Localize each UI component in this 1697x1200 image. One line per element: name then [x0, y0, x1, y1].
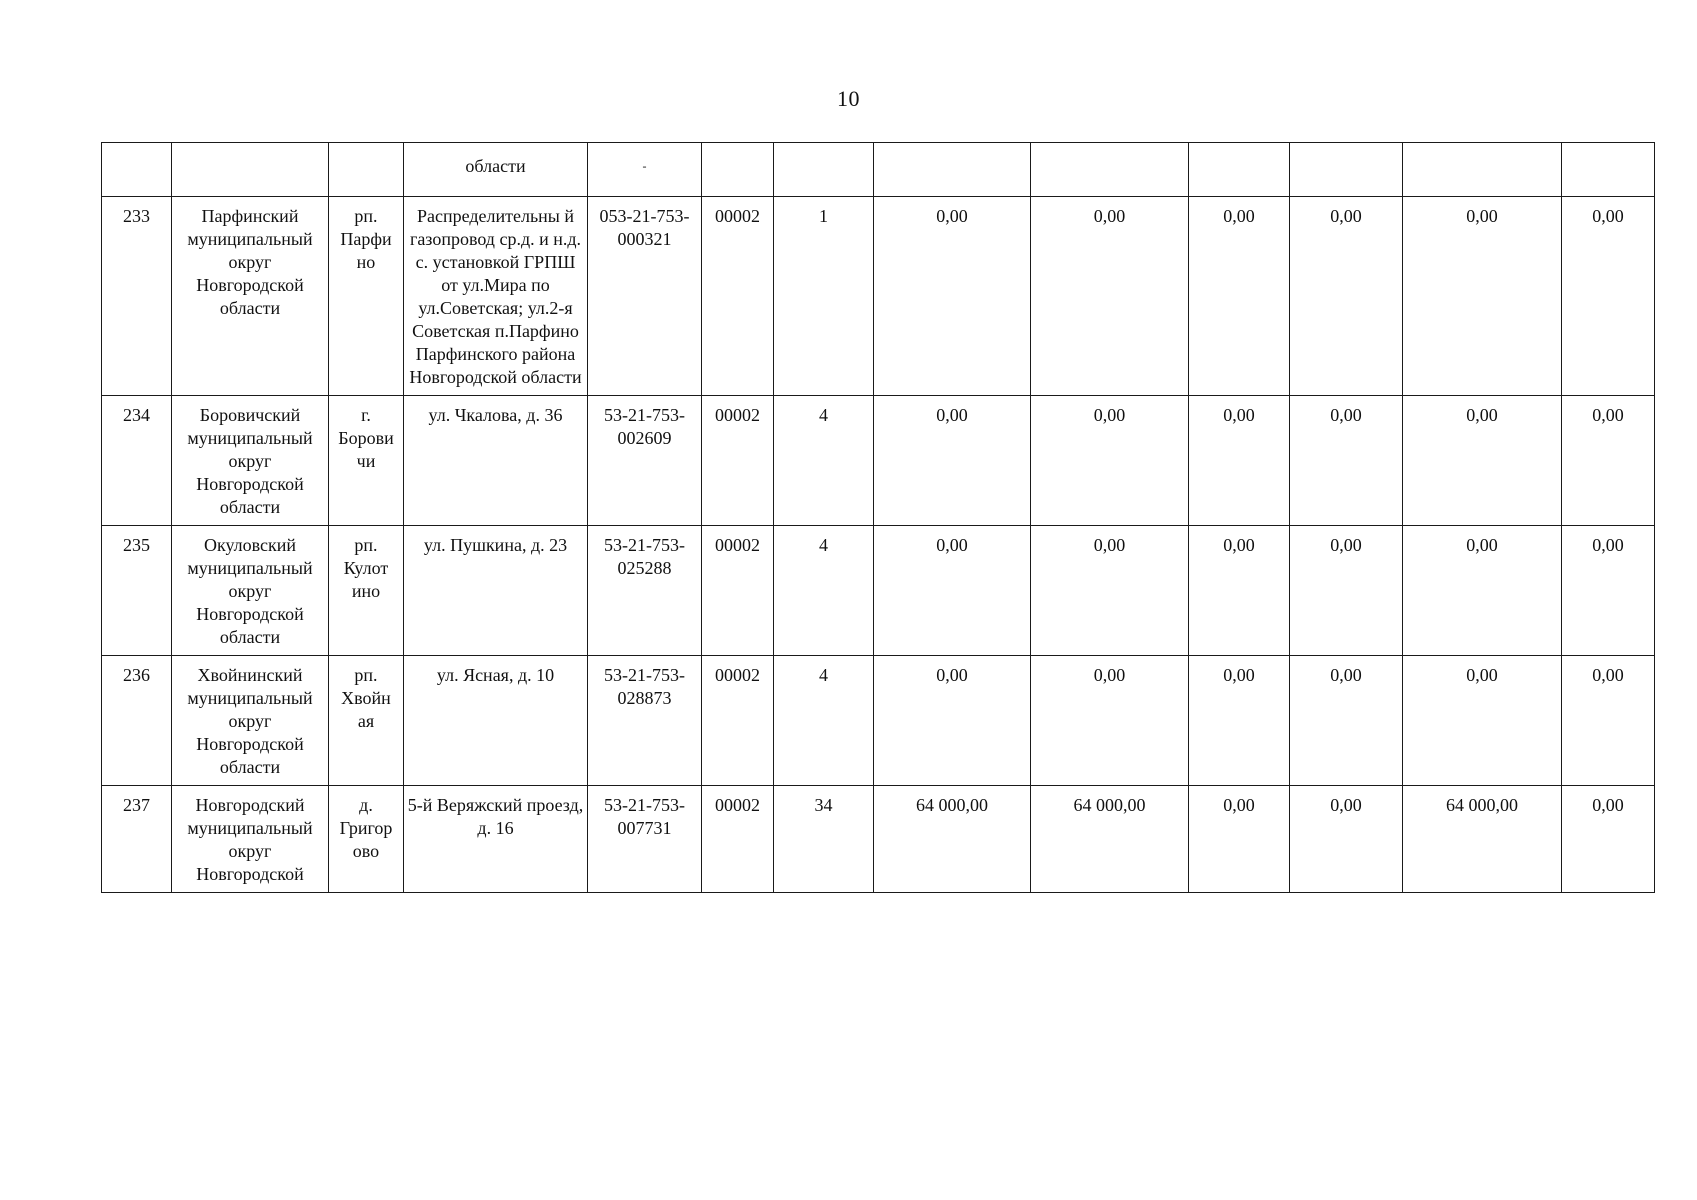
cell-v3: 0,00: [1189, 197, 1290, 396]
cell-v1: 0,00: [874, 396, 1031, 526]
cell-qty: 34: [774, 786, 874, 893]
cell-code: [588, 143, 702, 197]
cell-num: 235: [102, 526, 172, 656]
cell-settlement: рп. Хвойн ая: [329, 656, 404, 786]
cell-settlement: д. Григор ово: [329, 786, 404, 893]
cell-v5: 0,00: [1403, 197, 1562, 396]
cell-code: 53-21-753- 025288: [588, 526, 702, 656]
cell-v2: 0,00: [1031, 396, 1189, 526]
cell-num: [102, 143, 172, 197]
cell-settlement: [329, 143, 404, 197]
cell-v2: 64 000,00: [1031, 786, 1189, 893]
cell-object: ул. Чкалова, д. 36: [404, 396, 588, 526]
cell-qty: 4: [774, 656, 874, 786]
cell-district: Парфинский муниципальный округ Новгородской области: [172, 197, 329, 396]
cell-v5: 0,00: [1403, 526, 1562, 656]
cell-settlement: г. Борови чи: [329, 396, 404, 526]
cell-v5: 0,00: [1403, 396, 1562, 526]
table-row: [102, 396, 1655, 526]
cell-district: [172, 143, 329, 197]
table-row: [102, 526, 1655, 656]
cell-qty: [774, 143, 874, 197]
cell-num: 237: [102, 786, 172, 893]
table-row: [102, 656, 1655, 786]
cell-v3: [1189, 143, 1290, 197]
cell-kind: 00002: [702, 786, 774, 893]
cell-v3: 0,00: [1189, 396, 1290, 526]
cell-v6: 0,00: [1562, 197, 1655, 396]
cell-v1: [874, 143, 1031, 197]
cell-code: 053-21-753- 000321: [588, 197, 702, 396]
cell-v4: 0,00: [1290, 656, 1403, 786]
cell-v5: 0,00: [1403, 656, 1562, 786]
cell-object: Распределительны й газопровод ср.д. и н.д. с. установкой ГРПШ от ул.Мира по ул.Советская; ул.2-я Советская п.Парфино Парфинского района Новгородской области: [404, 197, 588, 396]
cell-v1: 0,00: [874, 526, 1031, 656]
cell-district: Боровичский муниципальный округ Новгородской области: [172, 396, 329, 526]
cell-kind: 00002: [702, 656, 774, 786]
cell-object: области: [404, 143, 588, 197]
cell-v6: 0,00: [1562, 786, 1655, 893]
cell-qty: 1: [774, 197, 874, 396]
cell-v6: [1562, 143, 1655, 197]
cell-v1: 0,00: [874, 197, 1031, 396]
cell-v4: 0,00: [1290, 786, 1403, 893]
dash-mark: -: [642, 159, 647, 173]
cell-v6: 0,00: [1562, 396, 1655, 526]
cell-settlement: рп. Парфи но: [329, 197, 404, 396]
cell-district: Окуловский муниципальный округ Новгородской области: [172, 526, 329, 656]
cell-v2: 0,00: [1031, 526, 1189, 656]
cell-v4: 0,00: [1290, 526, 1403, 656]
cell-v2: 0,00: [1031, 656, 1189, 786]
cell-v6: 0,00: [1562, 526, 1655, 656]
cell-v4: 0,00: [1290, 396, 1403, 526]
cell-v1: 64 000,00: [874, 786, 1031, 893]
cell-code: 53-21-753- 002609: [588, 396, 702, 526]
cell-v3: 0,00: [1189, 526, 1290, 656]
cell-v3: 0,00: [1189, 786, 1290, 893]
page-number: 10: [837, 86, 860, 111]
cell-code: 53-21-753- 007731: [588, 786, 702, 893]
table-row: [102, 786, 1655, 893]
cell-district: Новгородский муниципальный округ Новгородской: [172, 786, 329, 893]
cell-code: 53-21-753- 028873: [588, 656, 702, 786]
cell-settlement: рп. Кулот ино: [329, 526, 404, 656]
cell-kind: [702, 143, 774, 197]
cell-v6: 0,00: [1562, 656, 1655, 786]
cell-kind: 00002: [702, 526, 774, 656]
cell-num: 233: [102, 197, 172, 396]
continuation-row: [102, 143, 1655, 197]
cell-qty: 4: [774, 526, 874, 656]
cell-qty: 4: [774, 396, 874, 526]
cell-kind: 00002: [702, 197, 774, 396]
data-table: [101, 142, 1655, 893]
cell-v2: [1031, 143, 1189, 197]
cell-v1: 0,00: [874, 656, 1031, 786]
cell-district: Хвойнинский муниципальный округ Новгородской области: [172, 656, 329, 786]
cell-num: 236: [102, 656, 172, 786]
cell-v5: [1403, 143, 1562, 197]
table-row: [102, 197, 1655, 396]
cell-v4: 0,00: [1290, 197, 1403, 396]
cell-object: ул. Пушкина, д. 23: [404, 526, 588, 656]
cell-kind: 00002: [702, 396, 774, 526]
cell-num: 234: [102, 396, 172, 526]
cell-v2: 0,00: [1031, 197, 1189, 396]
cell-v5: 64 000,00: [1403, 786, 1562, 893]
cell-object: 5-й Веряжский проезд, д. 16: [404, 786, 588, 893]
cell-v4: [1290, 143, 1403, 197]
cell-v3: 0,00: [1189, 656, 1290, 786]
cell-object: ул. Ясная, д. 10: [404, 656, 588, 786]
